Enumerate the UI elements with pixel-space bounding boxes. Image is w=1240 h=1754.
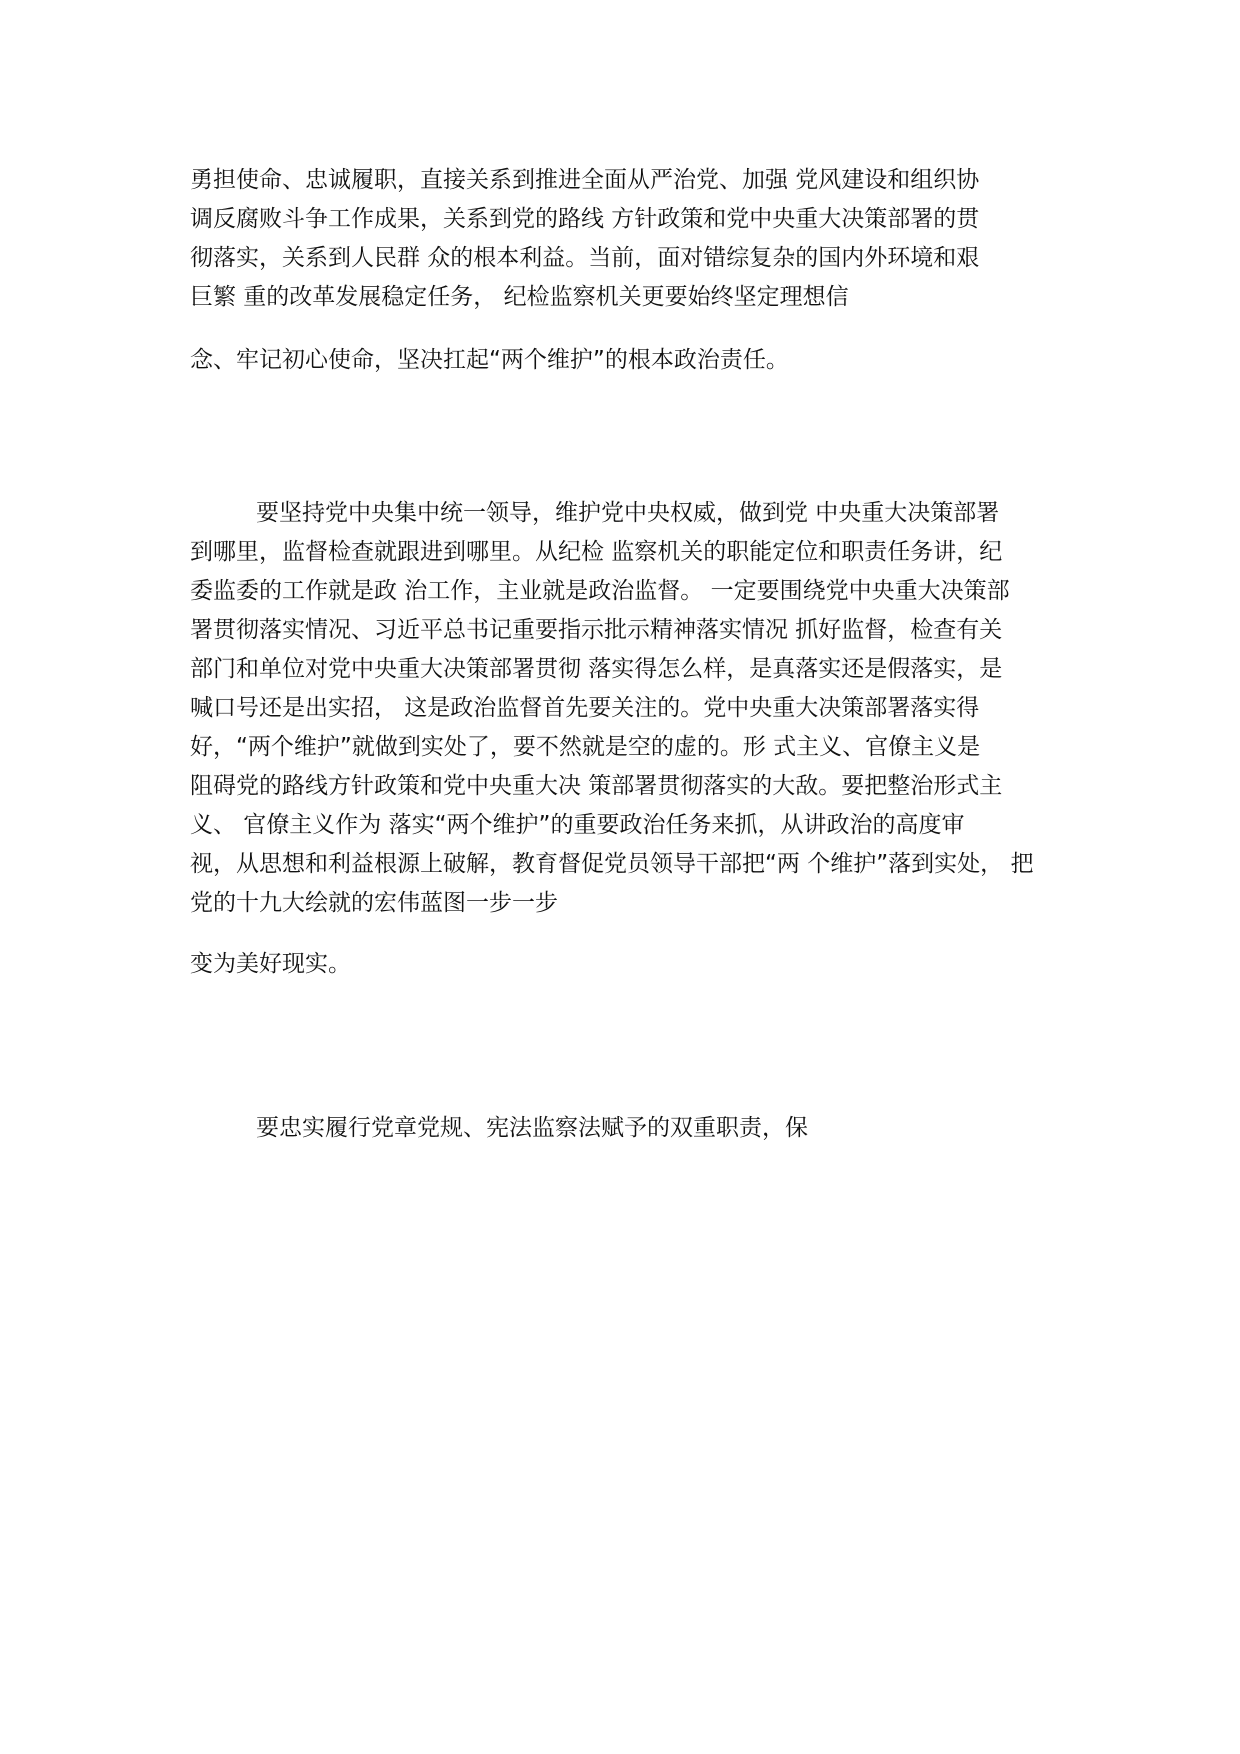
paragraph-2-line-8: 阻碍党的路线方针政策和党中央重大决 策部署贯彻落实的大敌。要把整治形式主: [190, 773, 1003, 799]
paragraph-3-line-1: 要忠实履行党章党规、宪法监察法赋予的双重职责，保: [256, 1115, 808, 1141]
paragraph-2-line-6: 喊口号还是出实招， 这是政治监督首先要关注的。党中央重大决策部署落实得: [190, 695, 980, 721]
paragraph-2-line-2: 到哪里，监督检查就跟进到哪里。从纪检 监察机关的职能定位和职责任务讲，纪: [190, 539, 1003, 565]
paragraph-2-line-5: 部门和单位对党中央重大决策部署贯彻 落实得怎么样，是真落实还是假落实，是: [190, 656, 1003, 682]
paragraph-2-line-7: 好，“两个维护”就做到实处了，要不然就是空的虚的。形 式主义、官僚主义是: [190, 734, 981, 760]
paragraph-1-tail: 念、牢记初心使命，坚决扛起“两个维护”的根本政治责任。: [190, 347, 789, 373]
paragraph-2-line-10: 视，从思想和利益根源上破解，教育督促党员领导干部把“两 个维护”落到实处， 把: [190, 851, 1034, 877]
paragraph-1-line-3: 彻落实，关系到人民群 众的根本利益。当前，面对错综复杂的国内外环境和艰: [190, 245, 980, 271]
paragraph-2-line-3: 委监委的工作就是政 治工作，主业就是政治监督。 一定要围绕党中央重大决策部: [190, 578, 1010, 604]
paragraph-1-line-1: 勇担使命、忠诚履职，直接关系到推进全面从严治党、加强 党风建设和组织协: [190, 167, 980, 193]
paragraph-2-line-9: 义、 官僚主义作为 落实“两个维护”的重要政治任务来抓，从讲政治的高度审: [190, 812, 965, 838]
paragraph-1-line-2: 调反腐败斗争工作成果，关系到党的路线 方针政策和党中央重大决策部署的贯: [190, 206, 980, 232]
paragraph-2-tail: 变为美好现实。: [190, 951, 351, 977]
paragraph-2-line-1: 要坚持党中央集中统一领导，维护党中央权威，做到党 中央重大决策部署: [256, 500, 1000, 526]
paragraph-2-line-4: 署贯彻落实情况、习近平总书记重要指示批示精神落实情况 抓好监督，检查有关: [190, 617, 1003, 643]
paragraph-2-line-11: 党的十九大绘就的宏伟蓝图一步一步: [190, 890, 558, 916]
paragraph-1-line-4: 巨繁 重的改革发展稳定任务， 纪检监察机关更要始终坚定理想信: [190, 284, 849, 310]
